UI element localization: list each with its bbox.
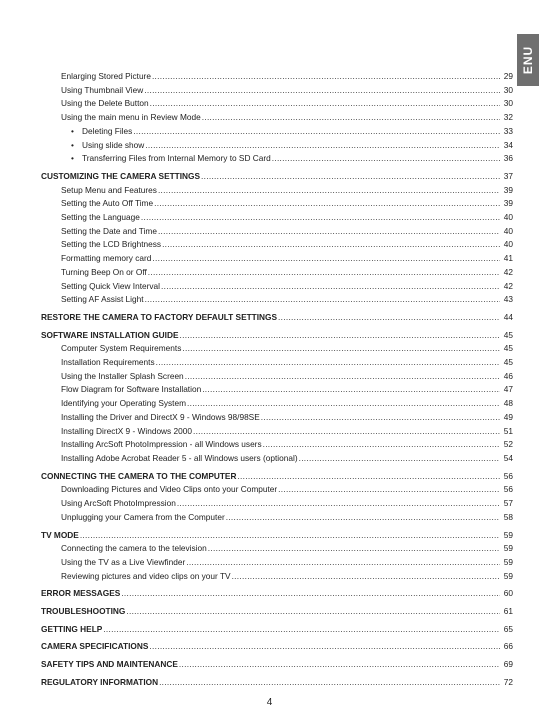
toc-entry[interactable] (41, 139, 513, 153)
toc-section-entry[interactable] (41, 329, 513, 343)
toc-entry-page: 61 (503, 606, 513, 617)
toc-entry[interactable] (41, 397, 513, 411)
toc-entry-title: Using Thumbnail View (61, 84, 144, 95)
toc-entry-page: 66 (503, 641, 513, 652)
dot-leader (149, 640, 500, 654)
toc-entry[interactable] (41, 542, 513, 556)
toc-entry[interactable] (41, 125, 513, 139)
toc-entry-title: GETTING HELP (41, 623, 103, 634)
toc-entry[interactable] (41, 238, 513, 252)
toc-entry-title: CAMERA SPECIFICATIONS (41, 641, 149, 652)
toc-entry-page: 45 (503, 343, 513, 354)
dot-leader (202, 111, 500, 125)
dot-leader (156, 356, 500, 370)
toc-entry-title: Identifying your Operating System (61, 398, 186, 409)
toc-entry[interactable] (41, 497, 513, 511)
toc-entry[interactable] (41, 411, 513, 425)
page-number: 4 (266, 697, 273, 708)
toc-entry[interactable] (41, 556, 513, 570)
toc-section-entry[interactable] (41, 605, 513, 619)
toc-entry-page: 59 (503, 556, 513, 567)
toc-entry-page: 57 (503, 498, 513, 509)
toc-entry-page: 52 (503, 439, 513, 450)
dot-leader (180, 329, 500, 343)
toc-entry[interactable] (41, 280, 513, 294)
toc-entry-title: SAFETY TIPS AND MAINTENANCE (41, 659, 178, 670)
toc-entry-title: CUSTOMIZING THE CAMERA SETTINGS (41, 170, 201, 181)
dot-leader (159, 676, 500, 690)
dot-leader (278, 483, 500, 497)
dot-leader (80, 529, 500, 543)
toc-entry[interactable] (41, 197, 513, 211)
toc-entry-title: Transferring Files from Internal Memory to SD Card (82, 153, 271, 164)
toc-entry-page: 30 (503, 98, 513, 109)
toc-entry[interactable] (41, 225, 513, 239)
toc-entry-page: 44 (503, 311, 513, 322)
toc-entry-title: Using the Installer Splash Screen (61, 370, 184, 381)
toc-entry[interactable] (41, 511, 513, 525)
toc-entry-title: Connecting the camera to the television (61, 543, 207, 554)
toc-entry-title: Enlarging Stored Picture (61, 71, 151, 81)
toc-entry-page: 33 (503, 125, 513, 136)
toc-section-entry[interactable] (41, 676, 513, 690)
toc-entry-page: 37 (503, 170, 513, 181)
toc-entry[interactable] (41, 370, 513, 384)
toc-section-entry[interactable] (41, 623, 513, 637)
toc-entry[interactable] (41, 356, 513, 370)
dot-leader (152, 252, 500, 266)
toc-entry-title: Setting AF Assist Light (61, 294, 144, 305)
toc-entry-title: Using the Delete Button (61, 98, 149, 109)
toc-entry-title: Reviewing pictures and video clips on your TV (61, 570, 231, 581)
toc-entry-page: 43 (503, 294, 513, 305)
dot-leader (141, 211, 500, 225)
toc-entry-page: 40 (503, 225, 513, 236)
toc-section-entry[interactable] (41, 640, 513, 654)
dot-leader (162, 238, 500, 252)
toc-entry[interactable] (41, 84, 513, 98)
dot-leader (272, 152, 500, 166)
dot-leader (145, 139, 500, 153)
dot-leader (185, 370, 500, 384)
dot-leader (278, 311, 500, 325)
toc-entry-title: Downloading Pictures and Video Clips onto your Computer (61, 484, 278, 495)
dot-leader (177, 497, 500, 511)
toc-entry-page: 30 (503, 84, 513, 95)
toc-section-entry[interactable] (41, 529, 513, 543)
toc-entry-title: Using the TV as a Live Viewfinder (61, 556, 186, 567)
toc-entry-page: 59 (503, 543, 513, 554)
dot-leader (144, 84, 500, 98)
toc-entry[interactable] (41, 266, 513, 280)
toc-entry-page: 72 (503, 676, 513, 687)
toc-entry-page: 56 (503, 484, 513, 495)
toc-entry[interactable] (41, 252, 513, 266)
toc-entry-page: 39 (503, 184, 513, 195)
toc-entry-title: Using slide show (82, 139, 145, 150)
toc-entry-page: 29 (503, 71, 513, 81)
dot-leader (232, 570, 500, 584)
toc-entry[interactable] (41, 383, 513, 397)
toc-entry-title: Setting the Auto Off Time (61, 198, 154, 209)
dot-leader (187, 397, 500, 411)
toc-entry-page: 54 (503, 452, 513, 463)
dot-leader (208, 542, 500, 556)
toc-entry-page: 48 (503, 398, 513, 409)
toc-section-entry[interactable] (41, 311, 513, 325)
toc-entry-title: Setting the LCD Brightness (61, 239, 162, 250)
toc-entry[interactable] (41, 184, 513, 198)
bullet-icon: • (71, 153, 74, 164)
toc-entry[interactable] (41, 152, 513, 166)
toc-entry-title: Installation Requirements (61, 357, 155, 368)
dot-leader (193, 425, 500, 439)
toc-entry-page: 59 (503, 570, 513, 581)
toc-section-entry[interactable] (41, 170, 513, 184)
toc-entry-title: Formatting memory card (61, 253, 152, 264)
dot-leader (150, 97, 500, 111)
toc-entry-page: 56 (503, 470, 513, 481)
toc-entry-title: Deleting Files (82, 125, 133, 136)
toc-entry-title: Installing ArcSoft PhotoImpression - all Windows users (61, 439, 262, 450)
toc-entry-title: ERROR MESSAGES (41, 588, 121, 599)
toc-entry-page: 41 (503, 253, 513, 264)
language-tab (517, 34, 539, 86)
dot-leader (158, 184, 500, 198)
toc-entry-page: 39 (503, 198, 513, 209)
dot-leader (148, 266, 500, 280)
dot-leader (145, 293, 500, 307)
dot-leader (186, 556, 500, 570)
toc-entry-page: 49 (503, 411, 513, 422)
dot-leader (126, 605, 500, 619)
toc-entry[interactable] (41, 97, 513, 111)
toc-entry-page: 32 (503, 112, 513, 123)
toc-entry-title: Installing Adobe Acrobat Reader 5 - all Windows users (optional) (61, 452, 298, 463)
language-tab-label: ENU (521, 45, 535, 75)
dot-leader (226, 511, 500, 525)
toc-entry[interactable] (41, 70, 513, 84)
toc-entry[interactable] (41, 483, 513, 497)
toc-entry[interactable] (41, 452, 513, 466)
dot-leader (237, 470, 500, 484)
toc-entry-title: TV MODE (41, 529, 79, 540)
toc-entry[interactable] (41, 438, 513, 452)
toc-entry[interactable] (41, 342, 513, 356)
toc-entry-title: Computer System Requirements (61, 343, 182, 354)
dot-leader (179, 658, 500, 672)
dot-leader (158, 225, 500, 239)
toc-entry-page: 46 (503, 370, 513, 381)
toc-entry-title: Setup Menu and Features (61, 184, 157, 195)
dot-leader (261, 411, 500, 425)
toc-entry-title: Setting the Language (61, 212, 140, 223)
toc-entry-title: Installing the Driver and DirectX 9 - Windows 98/98SE (61, 411, 260, 422)
bullet-icon: • (71, 139, 74, 150)
toc-entry[interactable] (41, 425, 513, 439)
toc-entry-page: 42 (503, 266, 513, 277)
dot-leader (263, 438, 500, 452)
toc-entry-title: TROUBLESHOOTING (41, 606, 126, 617)
toc-entry-page: 40 (503, 212, 513, 223)
toc-entry-page: 60 (503, 588, 513, 599)
toc-entry-page: 45 (503, 357, 513, 368)
toc-entry-page: 58 (503, 511, 513, 522)
toc-entry[interactable] (41, 570, 513, 584)
dot-leader (299, 452, 500, 466)
toc-entry[interactable] (41, 111, 513, 125)
toc-entry-page: 65 (503, 623, 513, 634)
dot-leader (152, 70, 500, 84)
toc-entry-title: Using ArcSoft PhotoImpression (61, 498, 176, 509)
toc-entry[interactable] (41, 211, 513, 225)
toc-entry-page: 36 (503, 153, 513, 164)
toc-entry-page: 34 (503, 139, 513, 150)
toc-section-entry[interactable] (41, 587, 513, 601)
toc-entry-title: RESTORE THE CAMERA TO FACTORY DEFAULT SETTINGS (41, 311, 278, 322)
toc-entry-title: Setting Quick View Interval (61, 280, 160, 291)
bullet-icon: • (71, 125, 74, 136)
toc-entry-title: Using the main menu in Review Mode (61, 112, 201, 123)
toc-section-entry[interactable] (41, 470, 513, 484)
dot-leader (154, 197, 500, 211)
toc-entry-title: Flow Diagram for Software Installation (61, 384, 202, 395)
toc-entry-title: Installing DirectX 9 - Windows 2000 (61, 425, 192, 436)
toc-entry-title: REGULATORY INFORMATION (41, 676, 159, 687)
table-of-contents (41, 70, 513, 690)
toc-entry-page: 59 (503, 529, 513, 540)
toc-entry-page: 69 (503, 659, 513, 670)
toc-entry-page: 51 (503, 425, 513, 436)
toc-entry-page: 42 (503, 280, 513, 291)
dot-leader (182, 342, 500, 356)
dot-leader (121, 587, 500, 601)
toc-entry-title: Setting the Date and Time (61, 225, 157, 236)
toc-entry[interactable] (41, 293, 513, 307)
dot-leader (202, 383, 500, 397)
toc-entry-title: SOFTWARE INSTALLATION GUIDE (41, 329, 179, 340)
toc-entry-page: 45 (503, 329, 513, 340)
dot-leader (103, 623, 500, 637)
toc-entry-title: Turning Beep On or Off (61, 266, 147, 277)
dot-leader (201, 170, 500, 184)
toc-section-entry[interactable] (41, 658, 513, 672)
dot-leader (133, 125, 500, 139)
toc-entry-title: CONNECTING THE CAMERA TO THE COMPUTER (41, 470, 237, 481)
toc-entry-title: Unplugging your Camera from the Computer (61, 511, 225, 522)
toc-entry-page: 47 (503, 384, 513, 395)
dot-leader (161, 280, 500, 294)
toc-entry-page: 40 (503, 239, 513, 250)
